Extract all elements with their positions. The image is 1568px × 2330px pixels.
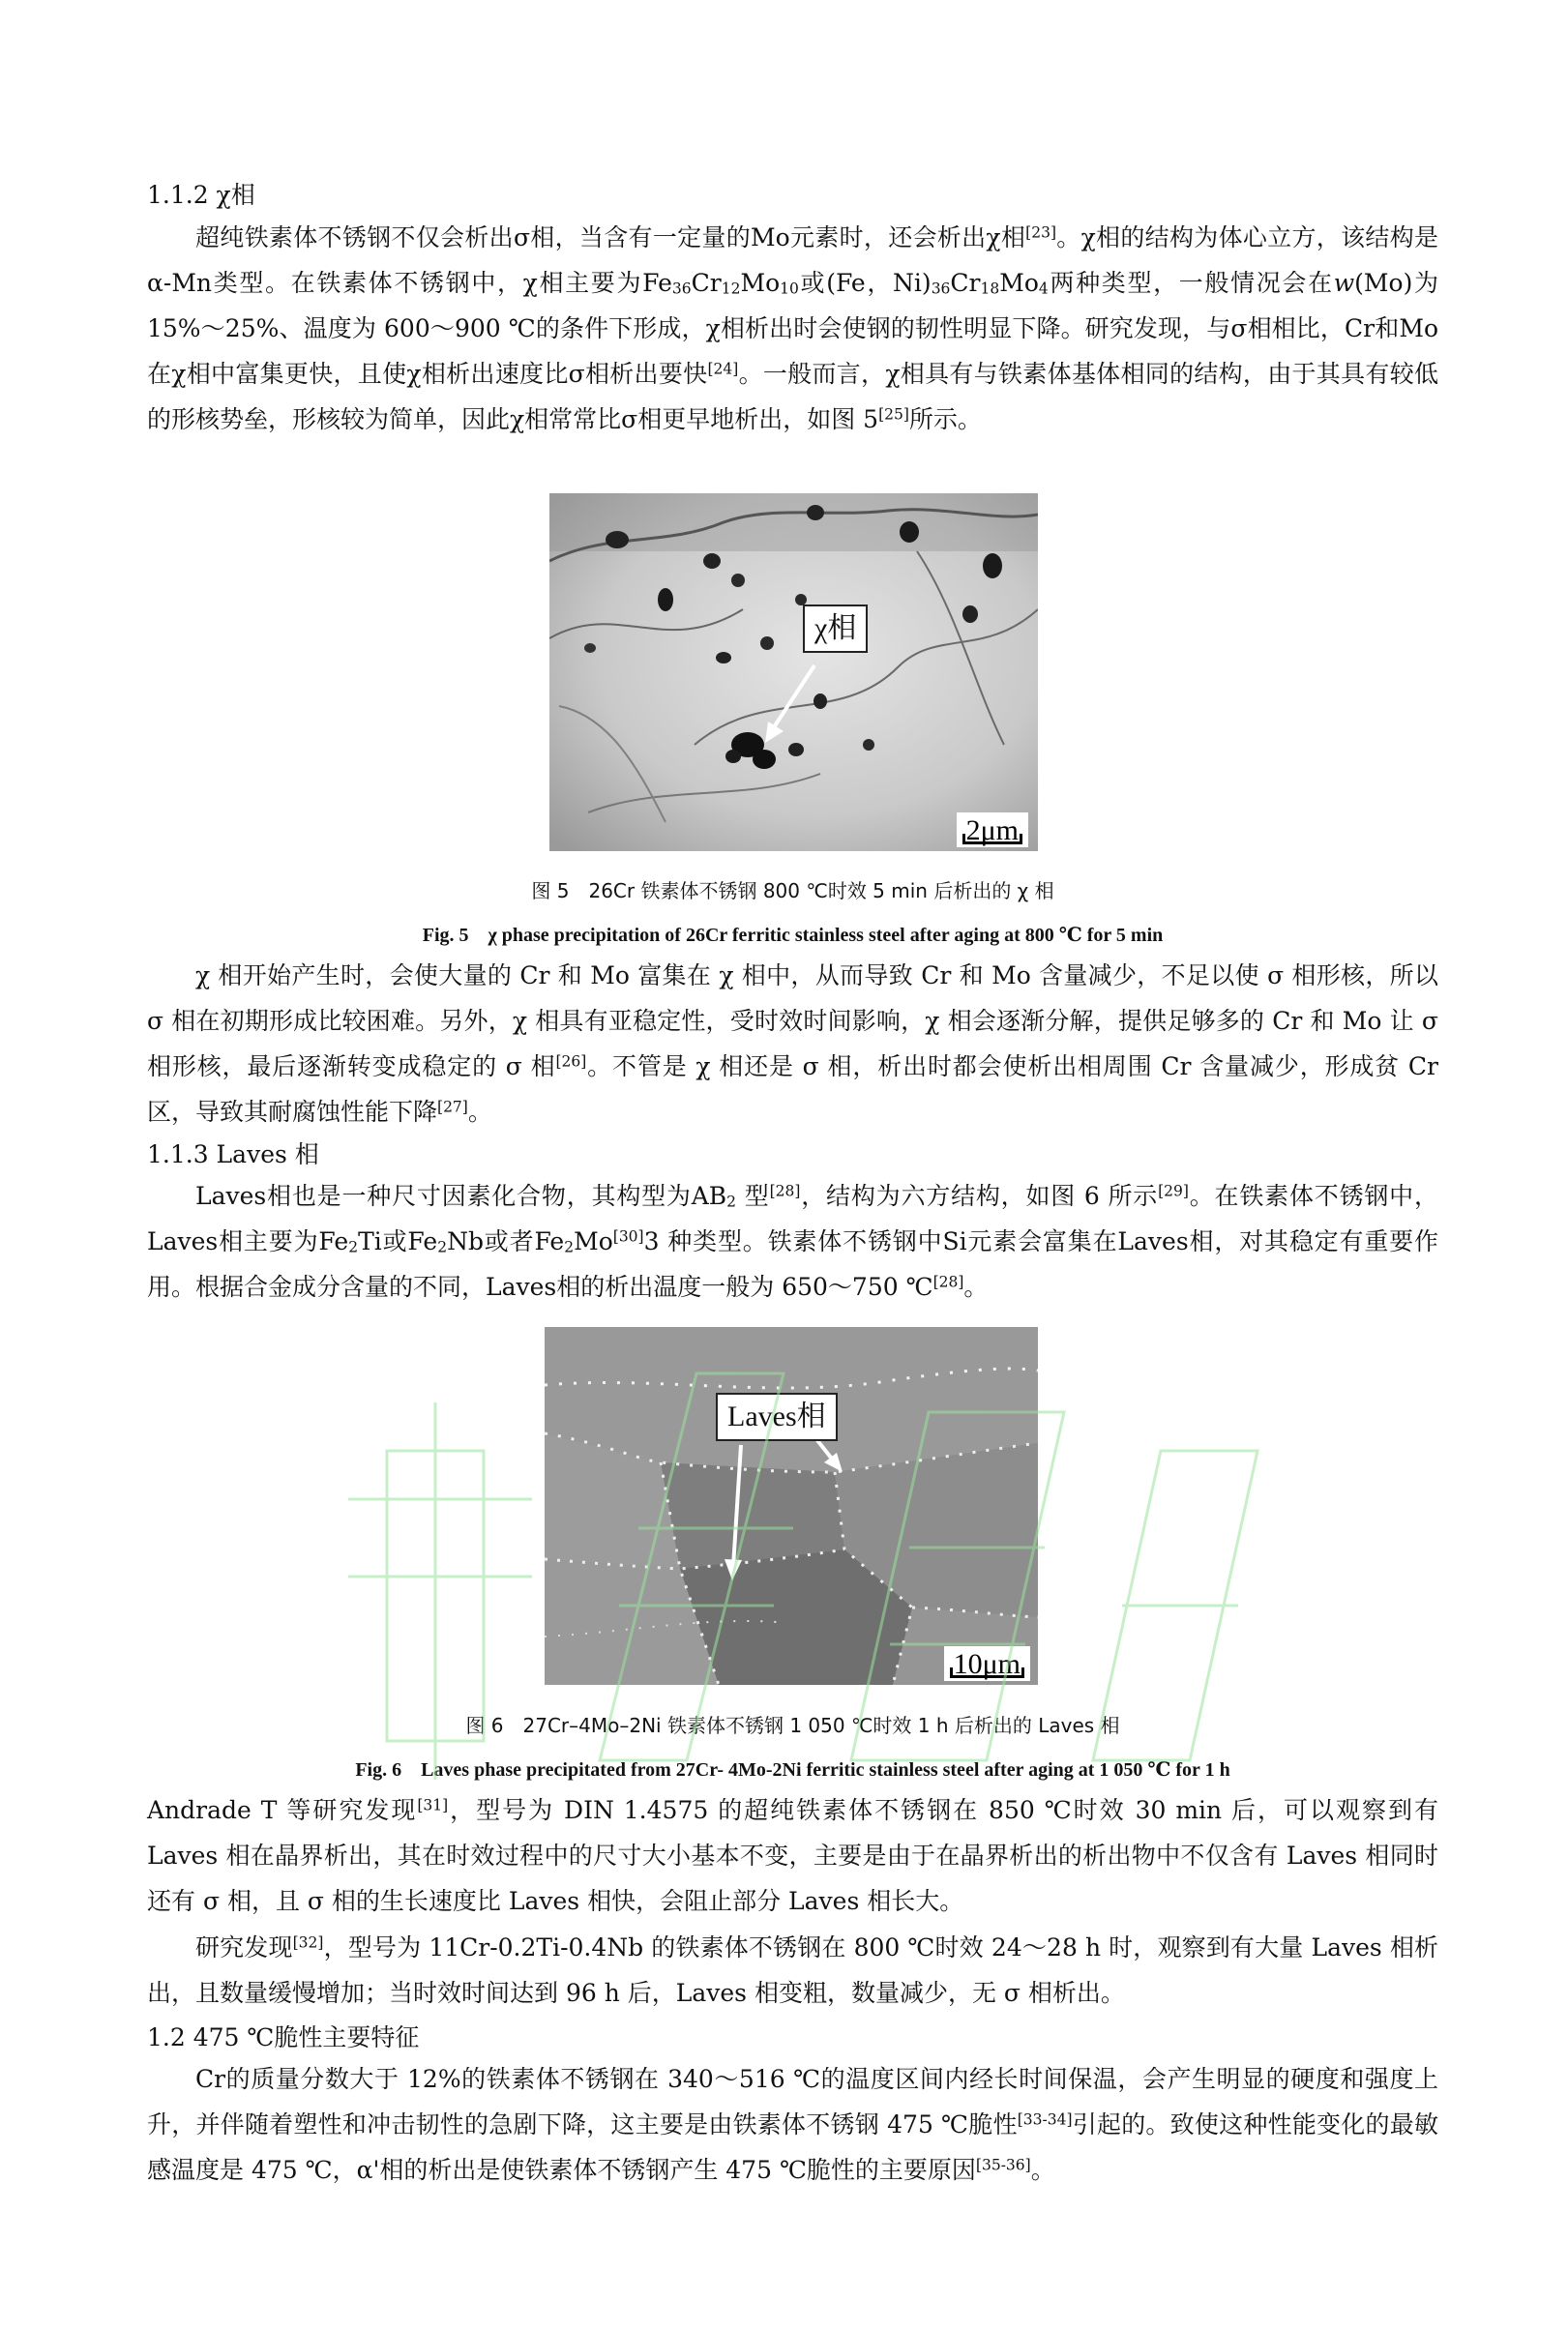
figure-6-scale-bar: 10μm: [944, 1646, 1030, 1681]
figure-6-micrograph: [545, 1327, 1038, 1685]
citation-28b: [28]: [932, 1273, 964, 1291]
paragraph-chi-phase: 超纯铁素体不锈钢不仅会析出σ相，当含有一定量的Mo元素时，还会析出χ相[23]。χ相的结构为体心立方，该结构是α-Mn类型。在铁素体不锈钢中，χ相主要为$Fe_{36}Cr_{12}Mo_{10}$或(Fe，$Ni)_{36}Cr_{18}Mo_4$两种类型，一般情况会在w(Mo)为 15%～25%、温度为 600～900 ℃的条件下形成，χ相析出时会使钢的韧性明显下降。研究发现，与σ相相比，Cr和Mo在χ相中富集更快，且使χ相析出速度比σ相析出要快[24]。一般而言，χ相具有与铁素体基体相同的结构，由于其具有较低的形核势垒，形核较为简单，因此χ相常常比σ相更早地析出，如图 5[25]所示。: [147, 223, 1438, 433]
section-heading-laves: 1.1.3 Laves 相: [147, 1140, 319, 1168]
citation-29: [29]: [1158, 1182, 1189, 1200]
citation-25: [25]: [878, 405, 909, 424]
figure-5-caption-zh: 图 5 26Cr 铁素体不锈钢 800 ℃时效 5 min 后析出的 χ 相: [531, 879, 1054, 902]
citation-33-34: [33-34]: [1017, 2110, 1073, 2129]
figure-5-micrograph: [549, 493, 1038, 851]
citation-23: [23]: [1025, 223, 1056, 242]
citation-26: [26]: [555, 1052, 587, 1071]
figure-5-image: [549, 493, 1038, 851]
figure-5-phase-label: χ相: [803, 605, 868, 653]
figure-5-caption-en: Fig. 5 χ phase precipitation of 26Cr ferritic stainless steel after aging at 800 ℃ for 5 min: [422, 925, 1164, 946]
citation-30: [30]: [612, 1227, 644, 1246]
citation-24: [24]: [707, 360, 739, 378]
paragraph-andrade-study: Andrade T 等研究发现[31]，型号为 DIN 1.4575 的超纯铁素体不锈钢在 850 ℃时效 30 min 后，可以观察到有 Laves 相在晶界析出，其在时效过程中的尺寸大小基本不变，主要是由于在晶界析出的析出物中不仅含有 Laves 相同时还有 σ 相，且 σ 相的生长速度比 Laves 相快，会阻止部分 Laves 相长大。: [147, 1796, 1438, 1915]
citation-28: [28]: [769, 1182, 801, 1200]
paragraph-chi-sigma: χ 相开始产生时，会使大量的 Cr 和 Mo 富集在 χ 相中，从而导致 Cr 和 Mo 含量减少，不足以使 σ 相形核，所以 σ 相在初期形成比较困难。另外，χ 相具有亚稳定性，受时效时间影响，χ 相会逐渐分解，提供足够多的 Cr 和 Mo 让 σ 相形核，最后逐渐转变成稳定的 σ 相[26]。不管是 χ 相还是 σ 相，析出时都会使析出相周围 Cr 含量减少，形成贫 Cr 区，导致其耐腐蚀性能下降[27]。: [147, 961, 1438, 1126]
figure-6-image: [545, 1327, 1038, 1685]
citation-32: [32]: [292, 1933, 324, 1952]
figure-6-caption-zh: 图 6 27Cr–4Mo–2Ni 铁素体不锈钢 1 050 ℃时效 1 h 后析出的 Laves 相: [465, 1714, 1120, 1737]
figure-5-scale-bar: 2μm: [957, 812, 1028, 847]
figure-6-caption-en: Fig. 6 Laves phase precipitated from 27Cr- 4Mo-2Ni ferritic stainless steel after aging at 1 050 ℃ for 1 h: [355, 1759, 1230, 1781]
section-heading-chi: 1.1.2 χ相: [147, 181, 255, 209]
paragraph-laves-phase: Laves相也是一种尺寸因素化合物，其构型为$AB_2$ 型[28]，结构为六方结构，如图 6 所示[29]。在铁素体不锈钢中，Laves相主要为$Fe_2Ti$或$Fe_2Nb$或者$Fe_2Mo[30]3$ 种类型。铁素体不锈钢中Si元素会富集在Laves相，对其稳定有重要作用。根据合金成分含量的不同，Laves相的析出温度一般为 650～750 ℃[28]。: [147, 1182, 1439, 1301]
paragraph-475-brittleness: Cr的质量分数大于 12%的铁素体不锈钢在 340～516 ℃的温度区间内经长时间保温，会产生明显的硬度和强度上升，并伴随着塑性和冲击韧性的急剧下降，这主要是由铁素体不锈钢 475 ℃脆性[33-34]引起的。致使这种性能变化的最敏感温度是 475 ℃，α'相的析出是使铁素体不锈钢产生 475 ℃脆性的主要原因[35-36]。: [147, 2065, 1438, 2184]
paragraph-11cr-study: 研究发现[32]，型号为 11Cr-0.2Ti-0.4Nb 的铁素体不锈钢在 800 ℃时效 24～28 h 时，观察到有大量 Laves 相析出，且数量缓慢增加；当时效时间达到 96 h 后，Laves 相变粗，数量减少，无 σ 相析出。: [147, 1933, 1438, 2007]
section-heading-475-brittleness: 1.2 475 ℃脆性主要特征: [147, 2023, 420, 2051]
citation-27: [27]: [437, 1098, 468, 1116]
citation-31: [31]: [417, 1796, 449, 1814]
citation-35-36: [35-36]: [975, 2156, 1031, 2174]
figure-6-phase-label: Laves相: [716, 1393, 838, 1441]
